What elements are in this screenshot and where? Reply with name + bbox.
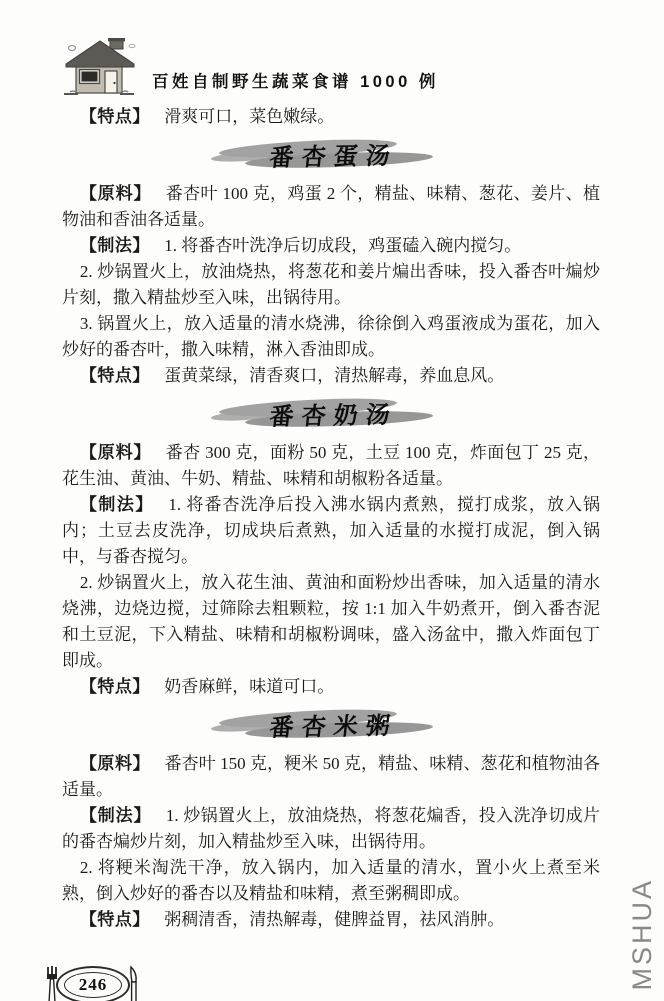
feature-label: 【特点】 <box>79 910 150 929</box>
recipe-title: 番杏蛋汤 <box>268 143 400 172</box>
feature-text: 滑爽可口，菜色嫩绿。 <box>164 107 335 126</box>
feature-paragraph <box>62 674 600 700</box>
ingredients-label: 【原料】 <box>79 184 152 203</box>
plate-page-number <box>56 966 130 1001</box>
method-step <box>62 803 600 855</box>
method-label: 【制法】 <box>79 806 152 825</box>
method-step <box>62 259 600 311</box>
feature-label: 【特点】 <box>79 107 150 126</box>
feature-text: 蛋黄菜绿，清香爽口，清热解毒，养血息风。 <box>164 366 505 385</box>
book-title: 百姓自制野生蔬菜食谱 1000 例 <box>152 73 439 91</box>
page-number: 246 <box>76 975 111 995</box>
feature-text: 奶香麻鲜，味道可口。 <box>164 677 335 696</box>
method-step <box>62 233 600 259</box>
step-text: 3. 锅置火上，放入适量的清水烧沸，徐徐倒入鸡蛋液成为蛋花，加入炒好的番杏叶，撒入味精，淋入香油即成。 <box>62 314 600 359</box>
method-step <box>62 855 600 907</box>
recipe-title: 番杏奶汤 <box>268 402 400 431</box>
ingredients-label: 【原料】 <box>79 754 151 773</box>
ingredients-paragraph <box>62 181 600 233</box>
step-text: 2. 炒锅置火上，放油烧热，将葱花和姜片煸出香味，投入番杏叶煸炒片刻，撒入精盐炒至入味，出锅待用。 <box>62 262 600 307</box>
house-icon <box>62 38 138 98</box>
recipe-title-banner <box>211 397 451 433</box>
ingredients-label: 【原料】 <box>79 443 152 462</box>
step-text: 1. 将番杏洗净后投入沸水锅内煮熟，搅打成浆，放入锅内；土豆去皮洗净，切成块后煮熟，加入适量的水搅打成泥，倒入锅中，与番杏搅匀。 <box>62 495 601 566</box>
recipe-title: 番杏米粥 <box>268 713 400 742</box>
recipe-title-banner <box>211 708 451 744</box>
feature-text: 粥稠清香，清热解毒，健脾益胃，祛风消肿。 <box>164 910 505 929</box>
step-text: 2. 将粳米淘洗干净，放入锅内，加入适量的清水，置小火上煮至米熟，倒入炒好的番杏以及精盐和味精，煮至粥稠即成。 <box>62 858 600 903</box>
feature-label: 【特点】 <box>79 677 150 696</box>
page-footer <box>44 963 600 1001</box>
step-text: 1. 将番杏叶洗净后切成段，鸡蛋磕入碗内搅匀。 <box>164 236 522 255</box>
step-text: 2. 炒锅置火上，放入花生油、黄油和面粉炒出香味，加入适量的清水烧沸，边烧边搅，过筛除去粗颗粒，按 1:1 加入牛奶煮开，倒入番杏泥和土豆泥，下入精盐、味精和胡椒粉调味，盛入汤盆中，撒入炸面包丁即成。 <box>62 573 600 670</box>
step-text: 1. 炒锅置火上，放油烧热，将葱花煸香，投入洗净切成片的番杏煸炒片刻，加入精盐炒至入味，出锅待用。 <box>62 806 600 851</box>
watermark: MSHUA <box>627 878 657 991</box>
recipe-title-banner <box>211 138 451 174</box>
intro-feature-line <box>62 104 600 130</box>
method-step <box>62 311 600 363</box>
page-header <box>62 36 600 98</box>
feature-paragraph <box>62 907 600 933</box>
ingredients-text: 番杏 300 克，面粉 50 克，土豆 100 克，炸面包丁 25 克，花生油、黄油、牛奶、精盐、味精和胡椒粉各适量。 <box>62 443 601 488</box>
method-label: 【制法】 <box>79 495 154 514</box>
method-step <box>62 492 600 570</box>
method-label: 【制法】 <box>79 236 150 255</box>
ingredients-paragraph <box>62 751 600 803</box>
feature-paragraph <box>62 363 600 389</box>
method-step <box>62 570 600 674</box>
feature-label: 【特点】 <box>79 366 150 385</box>
ingredients-paragraph <box>62 440 600 492</box>
ingredients-text: 番杏叶 100 克，鸡蛋 2 个，精盐、味精、葱花、姜片、植物油和香油各适量。 <box>62 184 601 229</box>
ingredients-text: 番杏叶 150 克，粳米 50 克，精盐、味精、葱花和植物油各适量。 <box>62 754 601 799</box>
